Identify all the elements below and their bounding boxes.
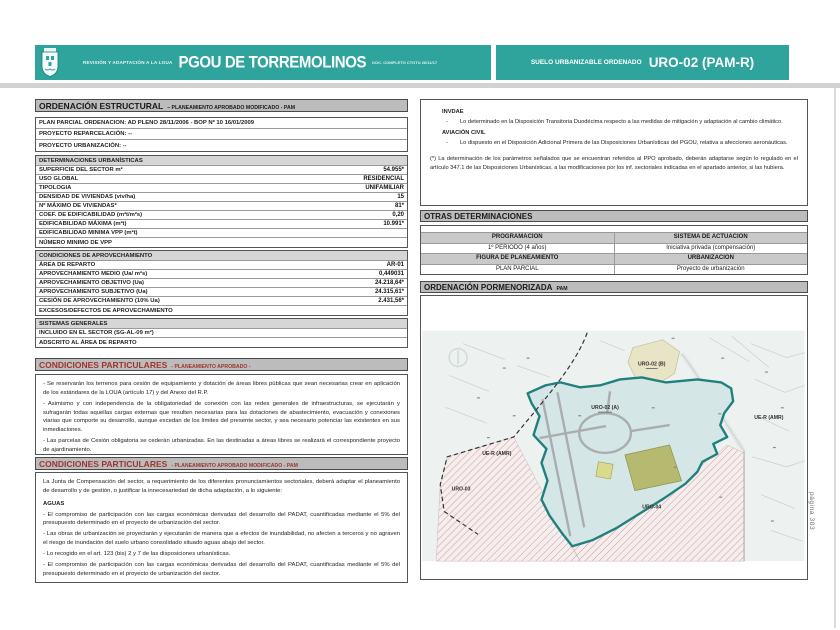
table-row	[36, 229, 407, 238]
row-value: 81*	[394, 203, 404, 209]
section-header-condiciones-pam	[35, 457, 408, 470]
table-row	[36, 211, 407, 220]
row-label: INCLUIDO EN EL SECTOR (SG-AL-09 m²)	[39, 330, 154, 336]
section-header-ordenacion-estructural	[35, 99, 408, 112]
section-subtitle: - PLANEAMIENTO APROBADO -	[171, 364, 251, 370]
row-label: EXCESOS/DEFECTOS DE APROVECHAMIENTO	[39, 307, 173, 314]
section-subtitle: – PLANEAMIENTO APROBADO MODIFICADO - PAM	[167, 105, 296, 111]
table-title: CONDICIONES DE APROVECHAMIENTO	[39, 252, 153, 259]
cell-sistema-actuacion: SISTEMA DE ACTUACIÓN	[615, 233, 808, 243]
cell-programacion: PROGRAMACIÓN	[421, 233, 615, 243]
table-row	[36, 288, 407, 297]
row-label: PROYECTO URBANIZACIÓN: --	[39, 142, 127, 149]
row-label: EDIFICABILIDAD MÁXIMA (m²t)	[39, 221, 127, 227]
table-row	[421, 265, 807, 275]
page-edge-line	[834, 88, 836, 628]
bullet-paragraph: - Asimismo y con independencia de la obligatoriedad de conexión con las redes generales de infraestructuras, se ejecutarán y sufragarán todas aquellas cargas externas que resulten necesarias para las dotaciones de abastecimiento, evacuación y conexiones viarias que comporte su desarrollo, aunque excedan de los límites del presente sector, y sea necesario potenciar las existentes en sus inmediaciones.	[43, 400, 400, 434]
cell-plan-parcial: PLAN PARCIAL	[421, 265, 615, 275]
row-label: COEF. DE EDIFICABILIDAD (m²t/m²s)	[39, 212, 143, 218]
header-title: PGOU DE TORREMOLINOS	[178, 52, 367, 73]
table-row	[36, 118, 407, 129]
header-class-label: SUELO URBANIZABLE ORDENADO	[530, 59, 642, 66]
row-label: PLAN PARCIAL ORDENACION: AD PLENO 28/11/2006 - BOP Nº 10 16/01/2009	[39, 120, 255, 126]
plan-map	[421, 296, 807, 579]
sistemas-generales-table	[35, 318, 408, 348]
section-title: CONDICIONES PARTICULARES	[39, 360, 168, 370]
cell-periodo: 1º PERIODO (4 años)	[421, 244, 615, 254]
row-label: EDIFICABILIDAD MINIMA VPP (m²t)	[39, 230, 138, 236]
row-label: SUPERFICIE DEL SECTOR m²	[39, 167, 123, 173]
map-label-uer-left: UE-R (AMR)	[482, 450, 512, 457]
cell-proyecto-urbanizacion: Proyecto de urbanización	[676, 265, 745, 272]
table-row	[36, 297, 407, 306]
notes-heading-invdae: INVDAE	[442, 109, 464, 115]
row-label: ADSCRITO AL ÁREA DE REPARTO	[39, 339, 137, 346]
map-label-uro03: URO-03	[451, 486, 471, 493]
notes-bullet: - Lo determinado en la Disposición Transitoria Duodécima respecto a las medidas de mitigación y adaptación al cambio climático.	[430, 118, 798, 127]
page-number-vertical-text: página 303	[808, 492, 815, 531]
table-row	[36, 175, 407, 184]
table-row	[36, 338, 407, 347]
row-value: 24.315,61*	[374, 289, 404, 295]
row-label: APROVECHAMIENTO OBJETIVO (Ua)	[39, 280, 144, 286]
row-value: 15	[397, 194, 404, 200]
row-label: TIPOLOGIA	[39, 185, 72, 191]
section-header-condiciones-aprobado	[35, 358, 408, 371]
table-header-row	[421, 233, 807, 244]
table-row	[36, 193, 407, 202]
table-row	[36, 129, 407, 140]
section-title: ORDENACIÓN ESTRUCTURAL	[39, 101, 164, 111]
row-value: 2.431,56*	[378, 298, 404, 304]
cell-figura-planeamiento: FIGURA DE PLANEAMIENTO	[421, 254, 615, 264]
asterisk-footnote: (*) La determinación de los parámetros señalados que se encuentran referidos al PPO aprobado, deberán adaptarse según lo regulado en el artículo 347.1 de las Disposiciones Urbanísticas, a las modificaciones por los inf. sectoriales indicadas en el apartado anterior, si las hubiera.	[430, 156, 798, 171]
row-value: RESIDENCIAL	[363, 176, 404, 182]
bullet-paragraph: - El compromiso de participación con las cargas económicas derivadas del desarrollo del PADAT, cuantificadas mediante el 5% del presupuesto determinado en el proyecto de urbanización del sector.	[43, 511, 400, 527]
notes-bullet: - Lo dispuesto en el Disposición Adicional Primera de las Disposiciones Urbanísticas del PGOU, relativa a afecciones aeronáuticas.	[430, 139, 798, 148]
table-title: SISTEMAS GENERALES	[39, 320, 108, 327]
row-value: AR-01	[386, 262, 404, 268]
condiciones-pam-text	[35, 472, 408, 583]
row-label: APROVECHAMIENTO SUBJETIVO (Ua)	[39, 289, 148, 295]
intro-paragraph: La Junta de Compensación del sector, a requerimiento de los diferentes pronunciamientos sectoriales, deberá adaptar el planeamiento de desarrollo y de gestión, o justificar la innecesariedad de dicha adaptación, a lo siguiente:	[43, 479, 400, 494]
section-subtitle: - PLANEAMIENTO APROBADO MODIFICADO - PAM	[171, 463, 299, 469]
table-row	[421, 244, 807, 255]
notes-heading-aviacion-civil: AVIACIÓN CIVIL	[442, 130, 486, 137]
map-label-uro02a: URO-02 (A)	[591, 405, 619, 412]
plan-table	[35, 117, 408, 152]
bullet-paragraph: - Las obras de urbanización se proyectarán y ejecutarán de manera que a efectos de inundabilidad, no afecten a terceros y no agraven el riesgo de inundación del suelo urbano consolidado situado aguas abajo del sector.	[43, 531, 400, 547]
table-header-row	[421, 254, 807, 265]
table-row	[36, 238, 407, 247]
scan-shadow-line	[0, 83, 840, 88]
table-header-row	[36, 251, 407, 261]
sectorial-notes-box	[420, 99, 808, 206]
row-label: CESIÓN DE APROVECHAMIENTO (10% Ua)	[39, 298, 160, 304]
table-row	[36, 270, 407, 279]
bullet-paragraph: - Se reservarán los terrenos para cesión de equipamiento y dotación de áreas libres públicas que sean necesarias crear en aplicación de los estándares de la LOUA (artículo 17) y del Anexo del R.P.	[43, 381, 400, 396]
map-label-uer-right: UE-R (AMR)	[754, 415, 784, 422]
table-row	[36, 220, 407, 229]
row-label: NÚMERO MINIMO DE VPP	[39, 239, 112, 246]
cell-urbanizacion: URBANIZACIÓN	[615, 254, 808, 264]
cell-iniciativa: Iniciativa privada (compensación)	[666, 244, 756, 251]
town-crest-icon	[41, 48, 59, 77]
row-value: 10.991*	[383, 221, 404, 227]
table-title: DETERMINACIONES URBANÍSTICAS	[39, 157, 143, 164]
table-row	[36, 166, 407, 175]
determinaciones-table	[35, 155, 408, 248]
plan-map-box	[420, 295, 808, 580]
row-value: 0,449031	[378, 271, 404, 277]
bullet-paragraph: - Las parcelas de Cesión obligatoria se cederán urbanizadas. En las destinadas a áreas libres se realizará el correspondiente proyecto de ajardinamiento.	[43, 438, 400, 454]
table-row	[36, 202, 407, 211]
table-header-row	[36, 156, 407, 166]
bullet-paragraph: - Lo recogido en el art. 123 (bis) 2 y 7 de las disposiciones urbanísticas.	[43, 551, 231, 558]
header-revision-label: REVISIÓN Y ADAPTACIÓN A LA LOUA	[83, 60, 173, 65]
section-suffix: PAM	[556, 286, 568, 292]
row-label: DENSIDAD DE VIVIENDAS (viv/ha)	[39, 194, 136, 200]
row-label: Nº MÁXIMO DE VIVIENDAS*	[39, 203, 117, 209]
header-doc-label: DOC. COMPLETO CTOTU 26/11/17	[372, 60, 438, 65]
row-value: 0,20	[392, 212, 404, 218]
condiciones-aprobado-text	[35, 374, 408, 455]
row-value: 24.218,64*	[374, 280, 404, 286]
aprovechamiento-table	[35, 250, 408, 316]
row-label: USO GLOBAL	[39, 176, 79, 182]
table-spacer-row	[421, 226, 807, 233]
map-label-uro02b: URO-02 (B)	[637, 361, 666, 368]
row-label: APROVECHAMIENTO MEDIO (Ua/ m²s)	[39, 271, 148, 277]
table-row	[36, 279, 407, 288]
table-row	[36, 261, 407, 270]
otras-determinaciones-table	[420, 225, 808, 275]
table-row	[36, 140, 407, 151]
row-label: ÁREA DE REPARTO	[39, 262, 96, 268]
section-header-ordenacion-pormenorizada	[420, 281, 808, 293]
row-value: 54.955*	[383, 167, 404, 173]
map-label-uro04: URO-04	[642, 504, 662, 511]
aguas-subheading: AGUAS	[43, 500, 65, 507]
table-row	[36, 184, 407, 193]
header-sector-code: URO-02 (PAM-R)	[648, 55, 755, 70]
header-band-left	[35, 45, 491, 80]
section-title: CONDICIONES PARTICULARES	[39, 459, 168, 469]
section-header-otras-determinaciones	[420, 210, 808, 222]
table-header-row	[36, 319, 407, 329]
section-title: OTRAS DETERMINACIONES	[424, 212, 533, 221]
table-row	[36, 329, 407, 338]
row-value: UNIFAMILIAR	[365, 185, 404, 191]
yellow-parcel	[596, 462, 613, 479]
table-row	[36, 306, 407, 315]
row-label: PROYECTO REPARCELACIÓN: --	[39, 131, 133, 137]
header-band-right	[496, 45, 789, 80]
section-title: ORDENACIÓN PORMENORIZADA	[424, 283, 553, 292]
bullet-paragraph: - El compromiso de participación con las cargas económicas derivadas del desarrollo del PADAT, cuantificadas mediante el 5% del presupuesto determinado en el proyecto de urbanización del sector.	[43, 561, 400, 577]
